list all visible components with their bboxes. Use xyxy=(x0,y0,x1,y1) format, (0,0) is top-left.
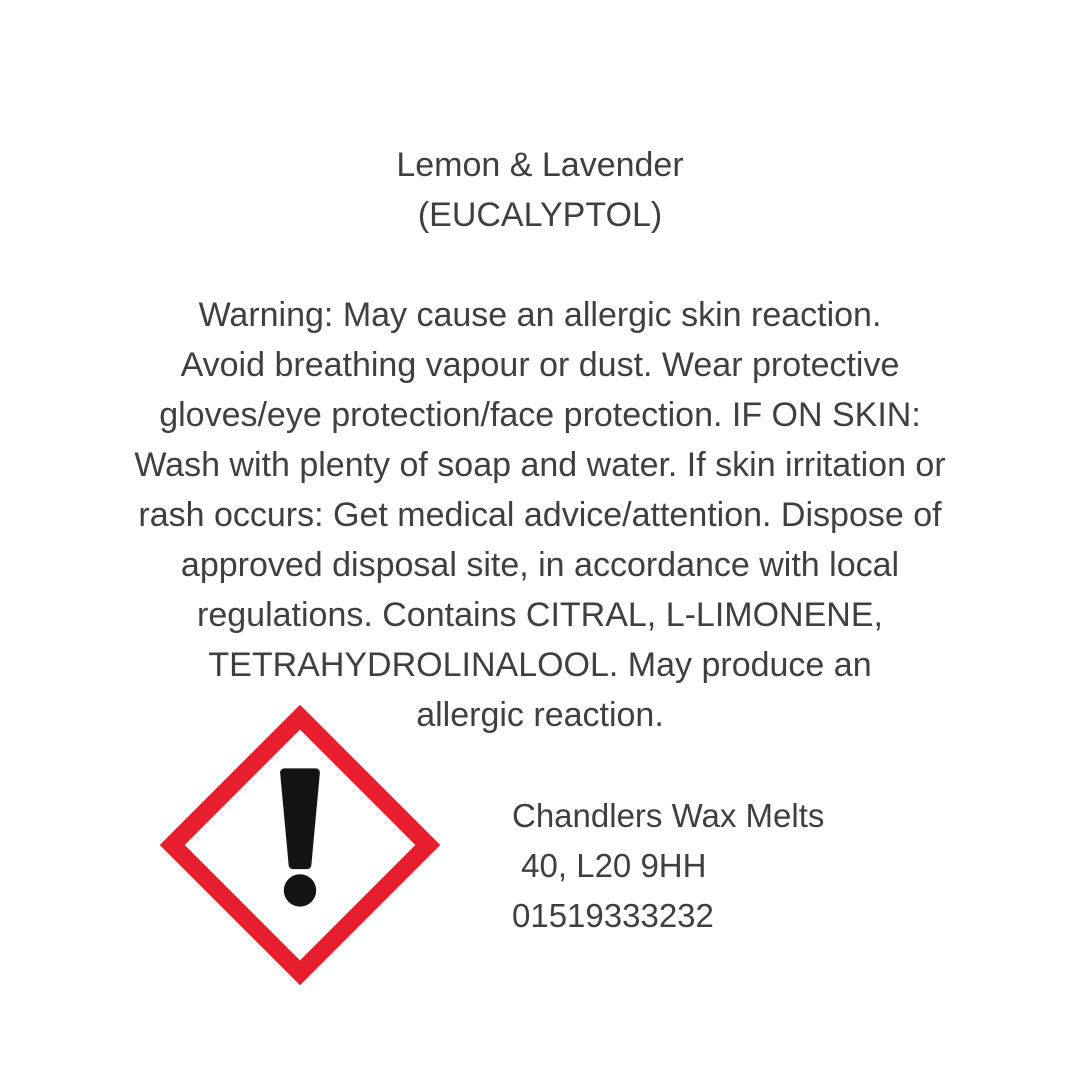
warning-line: rash occurs: Get medical advice/attention. Dispose of xyxy=(138,496,942,534)
warning-line: gloves/eye protection/face protection. IF ON SKIN: xyxy=(159,396,921,434)
business-phone: 01519333232 xyxy=(512,897,714,934)
warning-text xyxy=(40,290,1040,740)
warning-line: TETRAHYDROLINALOOL. May produce an xyxy=(208,646,872,684)
warning-line: Wash with plenty of soap and water. If skin irritation or xyxy=(134,446,946,484)
ghs07-exclamation-mark-icon xyxy=(158,703,442,987)
warning-line: allergic reaction. xyxy=(416,696,664,734)
product-title xyxy=(0,140,1080,240)
product-title-fragrance: (EUCALYPTOL) xyxy=(417,196,663,234)
warning-line: regulations. Contains CITRAL, L-LIMONENE, xyxy=(197,596,883,634)
business-address: 40, L20 9HH xyxy=(512,847,707,884)
warning-line: Avoid breathing vapour or dust. Wear protective xyxy=(180,346,900,384)
warning-line: Warning: May cause an allergic skin reaction. xyxy=(198,296,882,334)
contact-details xyxy=(512,791,824,941)
product-title-name: Lemon & Lavender xyxy=(396,146,684,184)
warning-line: approved disposal site, in accordance with local xyxy=(180,546,900,584)
business-name: Chandlers Wax Melts xyxy=(512,797,825,834)
exclamation-icon xyxy=(284,773,316,907)
